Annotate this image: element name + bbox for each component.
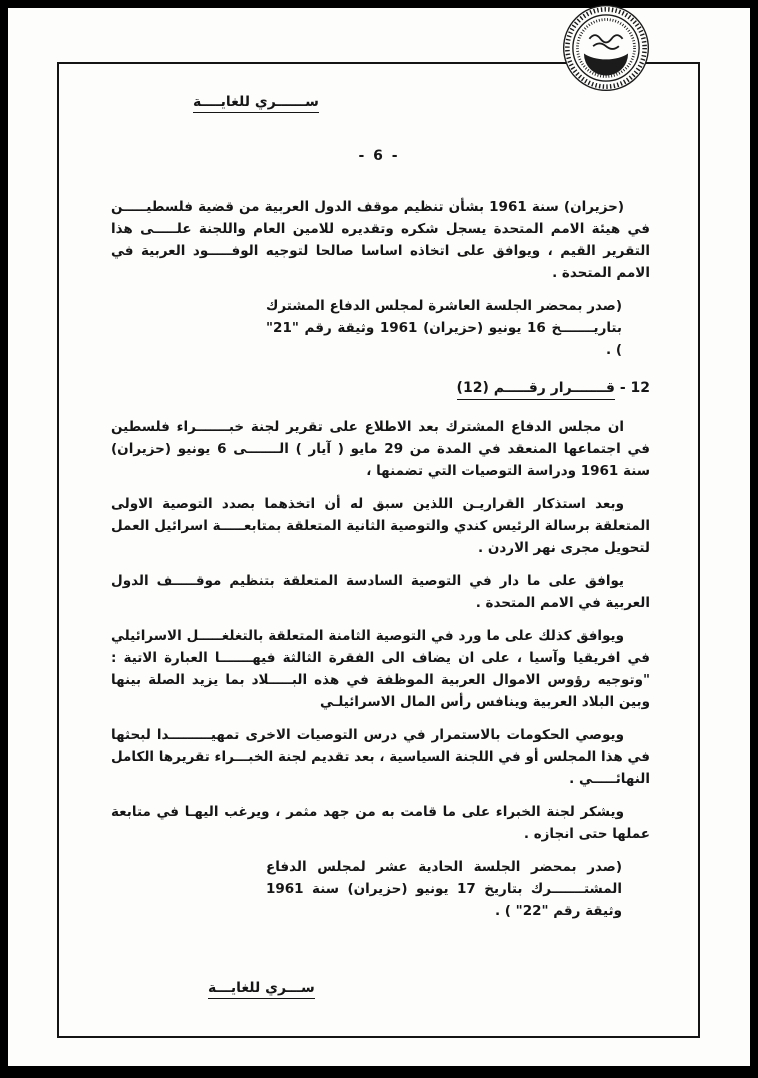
session-note-1: (صدر بمحضر الجلسة العاشرة لمجلس الدفاع المشترك بتاريـــــــخ 16 يونيو (حزيران) 1961 وثيقة رقم "21" ) .	[266, 298, 622, 358]
arab-league-emblem-icon	[560, 2, 652, 94]
paragraph-recommendation-six: يوافق على ما دار في التوصية السادسة المتعلقة بتنظيم موقـــــف الدول العربية في الامم المتحدة .	[111, 573, 650, 611]
paragraph-council-review: ان مجلس الدفاع المشترك بعد الاطلاع على تقرير لجنة خبـــــــراء فلسطين في اجتماعها المنعقد في المدة من 29 مايو ( آيار ) الـــــــى 6 يونيو (حزيران) سنة 1961 ودراسة التوصيات التي تضمنها ،	[111, 419, 650, 479]
classification-top: ســــــري للغايــــة	[193, 94, 319, 113]
page-number: - 6 -	[358, 148, 400, 164]
document-page	[8, 8, 750, 1066]
decision-heading	[111, 377, 650, 399]
paragraph-recommendation-eight: ويوافق كذلك على ما ورد في التوصية الثامنة المتعلقة بالتغلغـــــل الاسرائيلي في افريقيا وآسيا ، على ان يضاف الى الفقرة الثالثة فيهـــــــا العبارة الاتية : "وتوجيه رؤوس الاموال العربية الموظفة في هذه البـــــلاد بما يزيد الصلة بينها وبين البلاد العربية وينافس رأس المال الاسرائيلـي	[111, 628, 650, 710]
paragraph-prior-resolutions: وبعد استذكار القراريـن اللذين سبق له أن اتخذهما بصدد التوصية الاولى المتعلقة برسالة الرئيس كندي والتوصية الثانية المتعلقة بمتابعـــــة اسرائيل العمل لتحويل مجرى نهر الاردن .	[111, 496, 650, 556]
classification-bottom: ســـري للغايـــة	[208, 980, 315, 999]
paragraph-resolution-11-continuation: (حزيران) سنة 1961 بشأن تنظيم موقف الدول العربية من قضية فلسطيـــــن في هيئة الامم المتحدة يسجل شكره وتقديره للامين العام واللجنة علـــــى هذا التقرير القيم ، ويوافق على اتخاذه اساسا صالحا لتوجيه الوفـــــود العربية في الامم المتحدة .	[111, 199, 650, 281]
document-body	[111, 196, 650, 938]
paragraph-thanks-committee: ويشكر لجنة الخبراء على ما قامت به من جهد مثمر ، ويرغب اليهـا في متابعة عملها حتى انجازه .	[111, 804, 650, 842]
session-note-2: (صدر بمحضر الجلسة الحادية عشر لمجلس الدفاع المشتـــــــرك بتاريخ 17 يونيو (حزيران) سنة 1961 وثيقة رقم "22" ) .	[266, 859, 622, 919]
paragraph-other-recommendations: ويوصي الحكومات بالاستمرار في درس التوصيات الاخرى تمهيـــــــــدا لبحثها في هذا المجلس أو في اللجنة السياسية ، بعد تقديم لجنة الخبـــراء تقريرها الكامل النهائـــــي .	[111, 727, 650, 787]
decision-title: قـــــــرار رقـــــم (12)	[457, 380, 615, 400]
decision-number: 12 -	[619, 380, 650, 396]
